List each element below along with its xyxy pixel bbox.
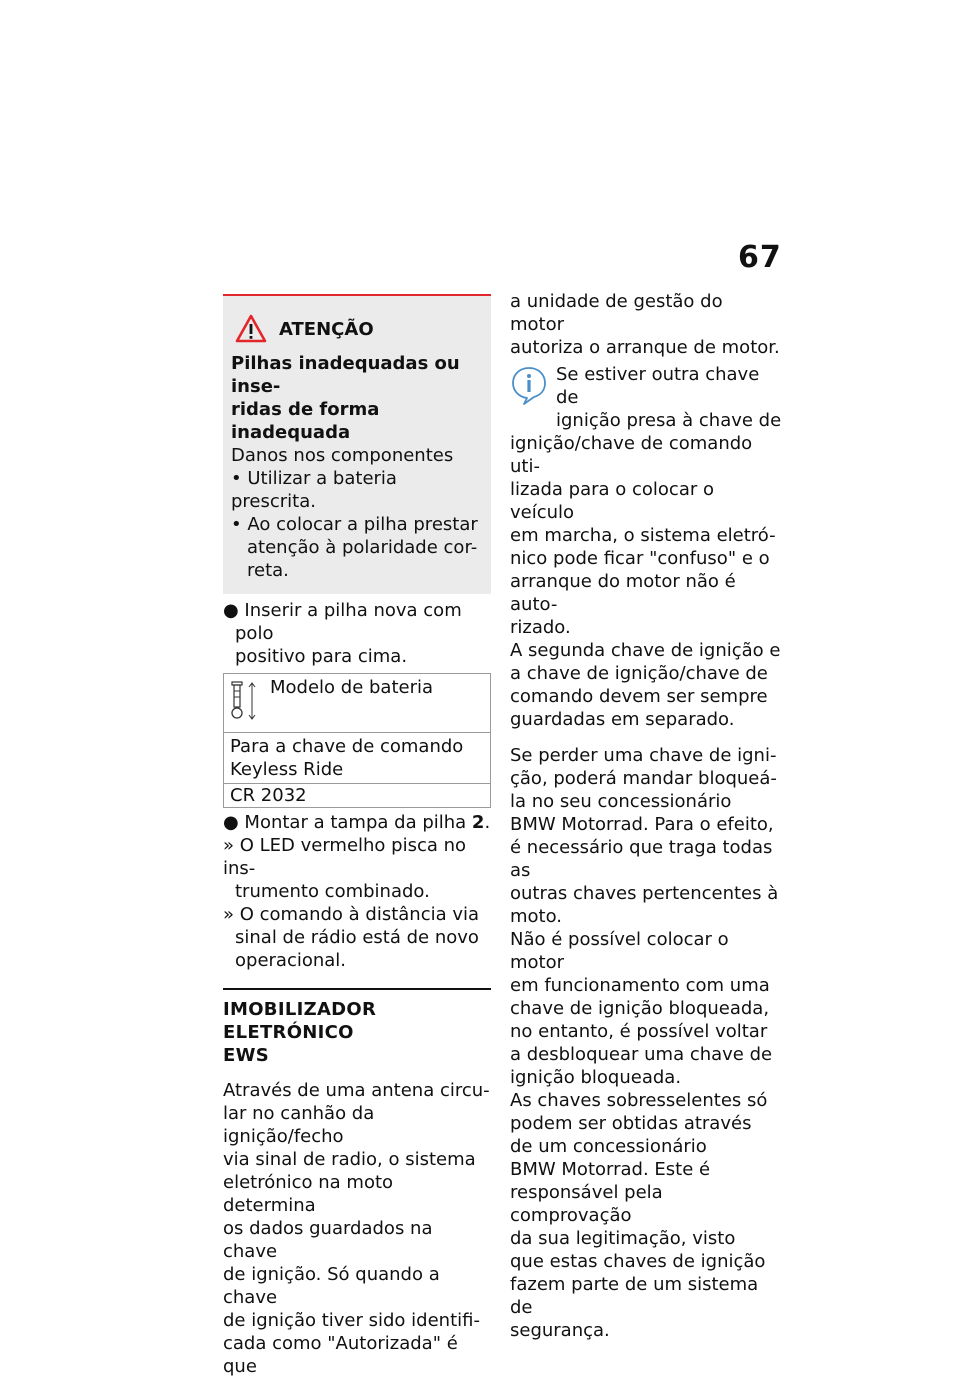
warning-header — [235, 314, 481, 344]
info-indented-lines — [556, 363, 782, 432]
warning-bullet — [231, 513, 481, 582]
warning-consequence: Danos nos componentes — [231, 445, 454, 466]
warning-triangle-icon — [235, 314, 267, 344]
result-line: operacional. — [235, 950, 347, 971]
paragraph-line: cada como "Autorizada" é que — [223, 1333, 458, 1377]
paragraph-line: os dados guardados na chave — [223, 1218, 433, 1262]
step-line: ● Inserir a pilha nova com polo — [223, 600, 462, 644]
paragraph-line: a desbloquear uma chave de — [510, 1044, 773, 1065]
result-line: » O LED vermelho pisca no ins- — [223, 835, 467, 879]
paragraph-line: chave de ignição bloqueada, — [510, 998, 770, 1019]
paragraph-line: em marcha, o sistema eletró- — [510, 525, 776, 546]
battery-spec-icon — [230, 680, 260, 722]
result-line: » O comando à distância via — [223, 904, 480, 925]
paragraph-line: da sua legitimação, visto — [510, 1228, 736, 1249]
paragraph-line: de ignição tiver sido identifi- — [223, 1310, 480, 1331]
paragraph-line: arranque do motor não é auto- — [510, 571, 736, 615]
paragraph-line: BMW Motorrad. Para o efeito, — [510, 814, 774, 835]
paragraph-line: fazem parte de um sistema de — [510, 1274, 759, 1318]
step-line: positivo para cima. — [235, 646, 408, 667]
paragraph-line: lizada para o colocar o veículo — [510, 479, 714, 523]
battery-table-title: Modelo de bateria — [270, 677, 434, 698]
info-note-header — [510, 363, 782, 432]
warning-bullet: • Utilizar a bateria prescrita. — [231, 468, 397, 512]
paragraph-line: lar no canhão da ignição/fecho — [223, 1103, 375, 1147]
step-text: ● Montar a tampa da pilha — [223, 812, 472, 833]
paragraph-line: comando devem ser sempre — [510, 686, 768, 707]
paragraph-line: via sinal de radio, o sistema — [223, 1149, 476, 1170]
battery-label-line: Para a chave de comando — [230, 736, 464, 757]
step-reference-number: 2 — [471, 812, 485, 833]
info-icon — [510, 365, 548, 405]
intro-text — [510, 290, 782, 359]
paragraph-line: As chaves sobresselentes só — [510, 1090, 768, 1111]
paragraph-line: podem ser obtidas através — [510, 1113, 752, 1134]
paragraph-line: de um concessionário — [510, 1136, 707, 1157]
paragraph-line: eletrónico na moto determina — [223, 1172, 394, 1216]
page-number: 67 — [738, 240, 782, 275]
warning-box — [223, 294, 491, 594]
section-title-line: EWS — [223, 1045, 270, 1066]
warning-bullet-line: reta. — [247, 560, 289, 581]
paragraph-line: de ignição. Só quando a chave — [223, 1264, 440, 1308]
paragraph-line: ignição/chave de comando uti- — [510, 433, 753, 477]
result-line: sinal de rádio está de novo — [235, 927, 479, 948]
warning-title: ATENÇÃO — [279, 318, 374, 340]
lost-key-paragraph — [510, 744, 782, 1342]
paragraph-line: rizado. — [510, 617, 571, 638]
paragraph-line: A segunda chave de ignição e — [510, 640, 781, 661]
paragraph-line: ignição presa à chave de — [556, 410, 782, 431]
paragraph-line: que estas chaves de ignição — [510, 1251, 766, 1272]
step-insert-battery — [223, 599, 491, 668]
paragraph-line: é necessário que traga todas as — [510, 837, 773, 881]
paragraph-line: ignição bloqueada. — [510, 1067, 682, 1088]
battery-table-value: CR 2032 — [224, 783, 490, 807]
battery-table-label — [224, 732, 490, 783]
paragraph-line: BMW Motorrad. Este é — [510, 1159, 711, 1180]
result-led — [223, 834, 491, 903]
step-fit-cover — [223, 811, 491, 834]
paragraph-line: a chave de ignição/chave de — [510, 663, 768, 684]
section-title — [223, 998, 491, 1067]
paragraph-line: Se estiver outra chave de — [556, 364, 760, 408]
section-paragraph — [223, 1079, 491, 1378]
result-remote — [223, 903, 491, 972]
paragraph-line: Se perder uma chave de igni- — [510, 745, 777, 766]
paragraph-line: responsável pela comprovação — [510, 1182, 663, 1226]
warning-subtitle-line: ridas de forma inadequada — [231, 399, 380, 443]
paragraph-line: ção, poderá mandar bloqueá- — [510, 768, 777, 789]
paragraph-line: outras chaves pertencentes à — [510, 883, 779, 904]
warning-bullet-line: atenção à polaridade cor- — [247, 537, 478, 558]
battery-table — [223, 673, 491, 808]
paragraph-line: a unidade de gestão do motor — [510, 291, 723, 335]
warning-subtitle — [231, 352, 481, 444]
battery-label-line: Keyless Ride — [230, 759, 344, 780]
warning-bullet-line: • Ao colocar a pilha prestar — [231, 514, 478, 535]
paragraph-line: la no seu concessionário — [510, 791, 732, 812]
result-line: trumento combinado. — [235, 881, 430, 902]
step-suffix: . — [484, 812, 491, 833]
paragraph-line: no entanto, é possível voltar — [510, 1021, 768, 1042]
paragraph-line: nico pode ficar "confuso" e o — [510, 548, 770, 569]
paragraph-line: guardadas em separado. — [510, 709, 735, 730]
right-column — [510, 290, 782, 1342]
info-note — [510, 363, 782, 731]
warning-subtitle-line: Pilhas inadequadas ou inse- — [231, 353, 460, 397]
battery-table-header — [224, 674, 490, 732]
paragraph-line: em funcionamento com uma — [510, 975, 770, 996]
paragraph-line: autoriza o arranque de motor. — [510, 337, 780, 358]
section-divider — [223, 988, 491, 990]
paragraph-line: moto. — [510, 906, 563, 927]
section-title-line: IMOBILIZADOR ELETRÓNICO — [223, 999, 377, 1043]
left-column — [223, 294, 491, 1378]
paragraph-line: segurança. — [510, 1320, 610, 1341]
paragraph-line: Não é possível colocar o motor — [510, 929, 729, 973]
paragraph-line: Através de uma antena circu- — [223, 1080, 490, 1101]
